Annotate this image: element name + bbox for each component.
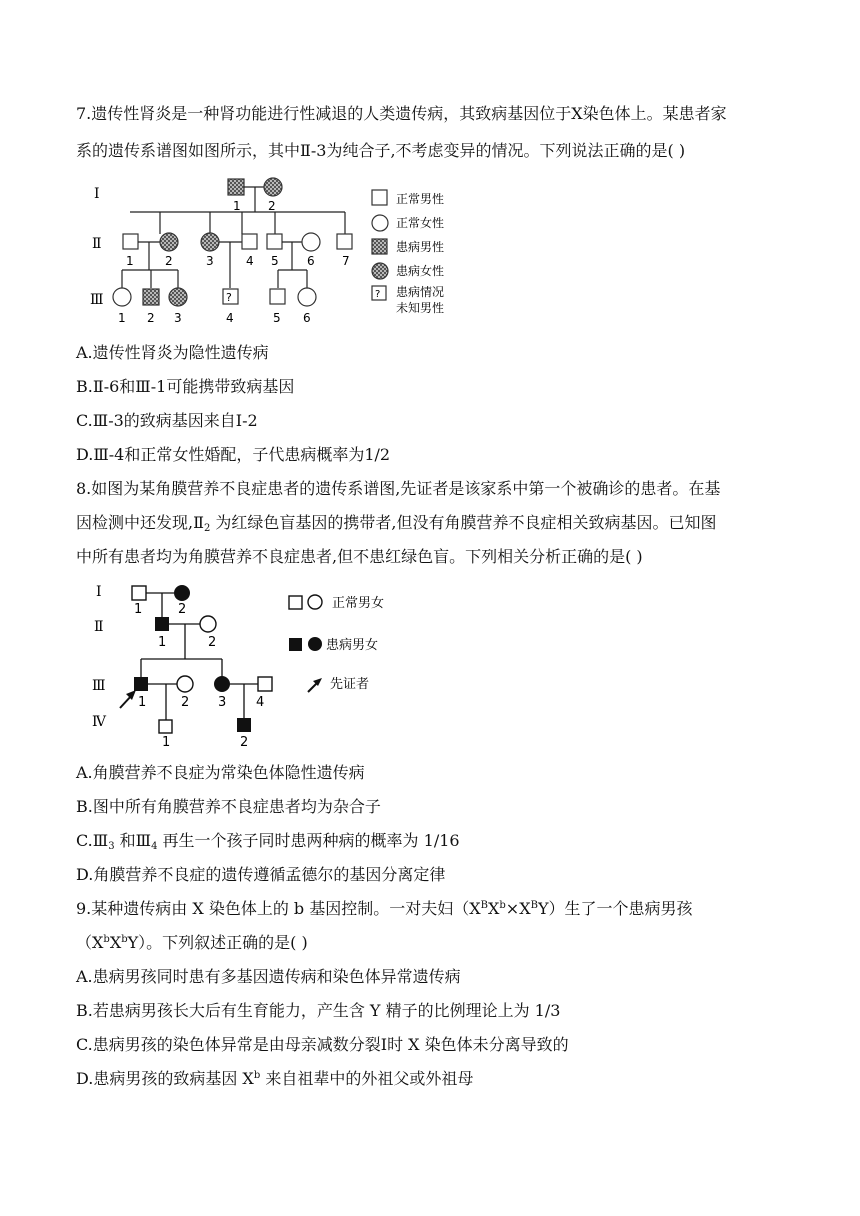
q8-proband-arrow-icon [120, 690, 136, 708]
q8-II1-affected-male [155, 617, 169, 631]
q8-option-c-sub2: 4 [151, 841, 158, 852]
q7-option-a: A.遗传性肾炎为隐性遗传病 [76, 343, 269, 362]
q8-I-num-2: 2 [178, 602, 187, 617]
q8-stem-line2-sub: 2 [203, 523, 211, 534]
q8-gen-label-4: Ⅳ [92, 714, 106, 730]
q7-II-num-6: 6 [307, 254, 315, 268]
q7-III4-question-mark: ? [226, 291, 232, 304]
q8-option-b: B.图中所有角膜营养不良症患者均为杂合子 [76, 797, 381, 816]
q7-legend-normal-male-icon [372, 190, 387, 205]
q9-option-b: B.若患病男孩长大后有生育能力，产生含 Y 精子的比例理论上为 1/3 [76, 1001, 561, 1020]
q7-II3-affected-female [201, 233, 219, 251]
q7-III-num-5: 5 [273, 311, 281, 322]
q7-III6-normal-female [298, 288, 316, 306]
q8-pedigree-figure [86, 576, 406, 748]
q8-I1-normal-male [132, 586, 146, 600]
q7-legend-unknown-line1: 患病情况 [396, 285, 445, 299]
q8-option-c-sub1: 3 [108, 841, 115, 852]
q8-IV-num-2: 2 [240, 735, 249, 748]
q7-gen-label-3: Ⅲ [90, 292, 104, 308]
q8-III-num-4: 4 [256, 695, 265, 710]
q9-option-a: A.患病男孩同时患有多基因遗传病和染色体异常遗传病 [76, 967, 461, 986]
q8-legend-normal-female-icon [308, 595, 322, 609]
q7-III2-affected-male [143, 289, 159, 305]
q8-option-c [76, 831, 460, 851]
q8-option-c-post: 再生一个孩子同时患两种病的概率为 1/16 [157, 831, 460, 850]
q8-option-c-pre: C.Ⅲ [76, 831, 109, 850]
q8-gen-label-2: Ⅱ [94, 619, 104, 635]
q7-stem-line2: 系的遗传系谱图如图所示，其中Ⅱ-3为纯合子,不考虑变异的情况。下列说法正确的是( ) [76, 141, 686, 160]
q7-I-num-1: 1 [233, 199, 241, 213]
q7-III-num-1: 1 [118, 311, 126, 322]
q8-legend-normal-male-icon [289, 596, 302, 609]
q9-option-c: C.患病男孩的染色体异常是由母亲减数分裂Ⅰ时 X 染色体未分离导致的 [76, 1035, 569, 1054]
q7-II-num-2: 2 [165, 254, 173, 268]
q8-III2-normal-female [177, 676, 193, 692]
q8-IV1-normal-male [159, 720, 172, 733]
q9-stem-line2-pre: （X [76, 933, 104, 952]
q8-stem-line2-b: 为红绿色盲基因的携带者,但没有角膜营养不良症相关致病基因。已知图 [210, 513, 717, 532]
q8-option-c-mid: 和Ⅲ [114, 831, 152, 850]
q7-II-num-7: 7 [342, 254, 350, 268]
q9-option-d-pre: D.患病男孩的致病基因 X [76, 1069, 254, 1088]
q9-stem-line1 [76, 899, 693, 919]
q9-option-d-post: 来自祖辈中的外祖父或外祖母 [260, 1069, 474, 1088]
q7-II6-normal-female [302, 233, 320, 251]
q7-legend-affected-female: 患病女性 [396, 264, 445, 278]
q7-legend-affected-female-icon [372, 263, 388, 279]
q8-stem-line3: 中所有患者均为角膜营养不良症患者,但不患红绿色盲。下列相关分析正确的是( ) [76, 547, 643, 566]
q7-III1-normal-female [113, 288, 131, 306]
q8-II2-normal-female [200, 616, 216, 632]
q9-genotype-x-5: X [109, 933, 122, 952]
q7-I1-affected-male [228, 179, 244, 195]
q7-II-num-5: 5 [271, 254, 279, 268]
q9-option-d [76, 1069, 473, 1089]
q7-II4-normal-male [242, 234, 257, 249]
q7-option-b: B.Ⅱ-6和Ⅲ-1可能携带致病基因 [76, 377, 295, 396]
q7-III-num-2: 2 [147, 311, 155, 322]
q8-legend-affected-female-icon [308, 637, 322, 651]
q8-option-d: D.角膜营养不良症的遗传遵循孟德尔的基因分离定律 [76, 865, 446, 884]
q8-III-num-3: 3 [218, 695, 227, 710]
q8-stem-line2 [76, 513, 717, 533]
q8-legend-affected-male-icon [289, 638, 302, 651]
q8-legend-affected: 患病男女 [326, 638, 379, 653]
q8-legend-proband: 先证者 [330, 677, 370, 692]
q9-genotype-x-2: X [488, 899, 500, 918]
q9-stem-line1-post: Y）生了一个患病男孩 [537, 899, 693, 918]
q9-genotype-sup-5: b [121, 934, 128, 945]
q9-times-sign: ×X [505, 899, 531, 918]
q7-option-d: D.Ⅲ-4和正常女性婚配，子代患病概率为1/2 [76, 445, 391, 464]
q7-legend-affected-male: 患病男性 [396, 240, 445, 254]
q8-III4-normal-male [258, 677, 272, 691]
q7-gen-label-2: Ⅱ [92, 236, 102, 252]
q7-II2-affected-female [160, 233, 178, 251]
q8-II-num-1: 1 [158, 635, 167, 650]
q8-IV2-affected-male [237, 718, 251, 732]
q9-option-d-sup: b [253, 1070, 261, 1081]
q7-II7-normal-male [337, 234, 352, 249]
q8-III-num-1: 1 [138, 695, 147, 710]
q8-stem-line2-a: 因检测中还发现,Ⅱ [76, 513, 204, 532]
q7-legend-normal-female-icon [372, 215, 388, 231]
q8-III1-proband-affected-male [134, 677, 148, 691]
q7-III3-affected-female [169, 288, 187, 306]
q8-legend-normal: 正常男女 [332, 596, 385, 611]
q8-gen-label-1: Ⅰ [96, 584, 102, 600]
q9-genotype-sup-2: b [499, 900, 506, 911]
q7-II-num-1: 1 [126, 254, 134, 268]
q7-II1-normal-male [123, 234, 138, 249]
q7-III-num-6: 6 [303, 311, 311, 322]
q9-genotype-sup-1: B [480, 900, 488, 911]
q8-I2-affected-female [174, 585, 190, 601]
q7-stem-line1: 7.遗传性肾炎是一种肾功能进行性减退的人类遗传病，其致病基因位于X染色体上。某患者家 [76, 104, 727, 123]
q7-III5-normal-male [270, 289, 285, 304]
q7-II5-normal-male [267, 234, 282, 249]
q7-option-c: C.Ⅲ-3的致病基因来自Ⅰ-2 [76, 411, 258, 430]
q8-legend-proband-arrow-icon [308, 678, 322, 692]
q9-stem-line1-pre: 9.某种遗传病由 X 染色体上的 b 基因控制。一对夫妇（X [76, 899, 481, 918]
q8-IV-num-1: 1 [162, 735, 171, 748]
q7-III-num-3: 3 [174, 311, 182, 322]
q8-I-num-1: 1 [134, 602, 143, 617]
q7-III-num-4: 4 [226, 311, 234, 322]
q8-III-num-2: 2 [181, 695, 190, 710]
q9-stem-line2-post: Y）。下列叙述正确的是( ) [127, 933, 308, 952]
q7-legend-normal-male: 正常男性 [396, 192, 445, 206]
q7-legend-affected-male-icon [372, 239, 387, 254]
q7-II-num-4: 4 [246, 254, 254, 268]
q7-pedigree-figure [80, 172, 470, 322]
q8-stem-line1: 8.如图为某角膜营养不良症患者的遗传系谱图,先证者是该家系中第一个被确诊的患者。在基 [76, 479, 721, 498]
q9-genotype-sup-3: B [530, 900, 538, 911]
q8-II-num-2: 2 [208, 635, 217, 650]
q7-legend-unknown-line2: 未知男性 [396, 301, 445, 315]
q7-legend-unknown-mark: ? [375, 289, 381, 300]
q8-gen-label-3: Ⅲ [92, 678, 106, 694]
q7-I-num-2: 2 [268, 199, 276, 213]
q7-gen-label-1: Ⅰ [94, 186, 100, 202]
q9-genotype-sup-4: b [103, 934, 110, 945]
q8-option-a: A.角膜营养不良症为常染色体隐性遗传病 [76, 763, 365, 782]
q7-I2-affected-female [264, 178, 282, 196]
q7-II-num-3: 3 [206, 254, 214, 268]
q7-legend-normal-female: 正常女性 [396, 216, 445, 230]
q8-III3-affected-female [214, 676, 230, 692]
q9-stem-line2 [76, 933, 308, 953]
